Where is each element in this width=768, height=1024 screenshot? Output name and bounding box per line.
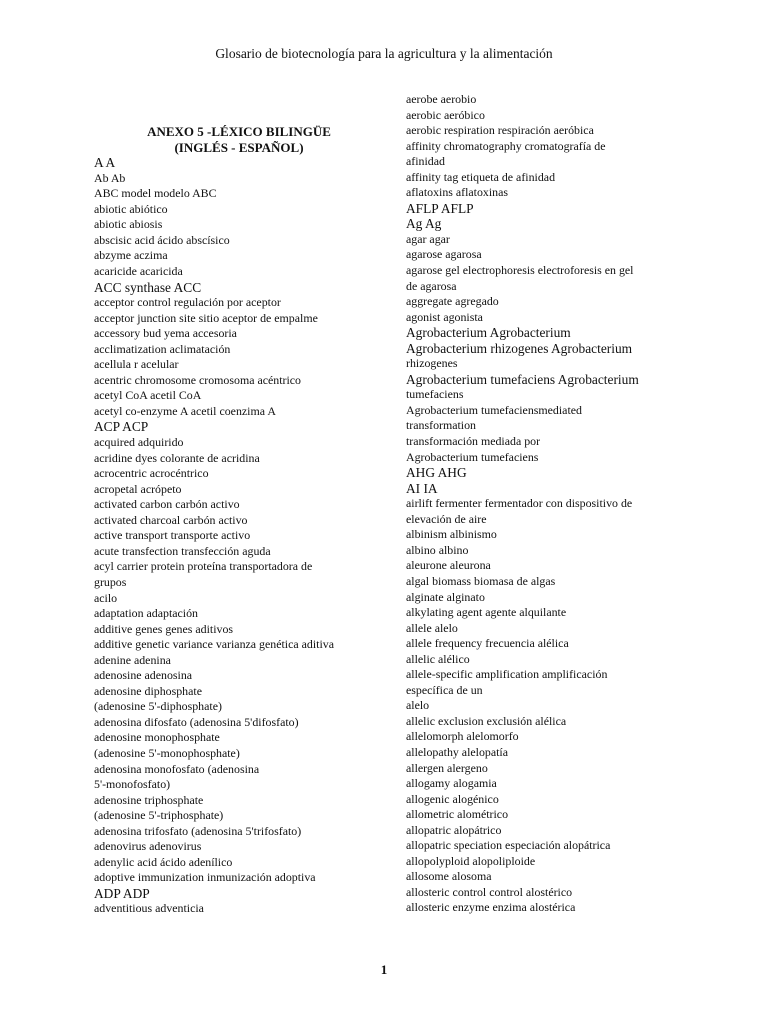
glossary-line: afinidad [406,154,445,169]
glossary-line: A A [94,155,116,171]
glossary-line: allosteric enzyme enzima alostérica [406,900,576,915]
glossary-line: ACC synthase ACC [94,279,202,295]
glossary-line: transformación mediada por [406,434,541,449]
glossary-line: albino albino [406,542,469,557]
glossary-line: allopatric speciation especiación alopátrica [406,838,611,853]
glossary-line: AI IA [406,480,438,496]
right-term-list [406,92,668,916]
glossary-line: de agarosa [406,278,457,293]
glossary-line: adenosina difosfato (adenosina 5'difosfato) [94,714,299,729]
glossary-line: Agrobacterium tumefaciensmediated [406,402,582,417]
glossary-line: allelic alélico [406,651,470,666]
annex-heading [94,124,384,155]
glossary-line: activated charcoal carbón activo [94,512,248,527]
page-number: 1 [380,962,388,977]
glossary-line: allele alelo [406,620,458,635]
glossary-line: Ag Ag [406,216,442,232]
glossary-line: allometric alométrico [406,807,509,822]
glossary-line: aerobic aeróbico [406,107,485,122]
glossary-line: allelic exclusion exclusión alélica [406,713,567,728]
glossary-line: transformation [406,418,477,433]
glossary-line: abiotic abiosis [94,217,163,232]
glossary-line: adenovirus adenovirus [94,839,202,854]
glossary-line: adenylic acid ácido adenílico [94,854,233,869]
glossary-line: agarose agarosa [406,247,482,262]
glossary-line: AHG AHG [406,465,467,481]
glossary-line: active transport transporte activo [94,528,251,543]
glossary-line: Agrobacterium Agrobacterium [406,325,571,341]
glossary-line: alkylating agent agente alquilante [406,605,567,620]
glossary-line: abscisic acid ácido abscísico [94,232,230,247]
glossary-line: acquired adquirido [94,435,184,450]
left-column [94,92,384,917]
glossary-line: alelo [406,698,430,713]
left-term-list [94,155,384,917]
heading-title: ANEXO 5 -LÉXICO BILINGÜE [147,124,331,139]
glossary-line: Agrobacterium tumefaciens Agrobacterium [406,371,639,387]
glossary-line: acrocentric acrocéntrico [94,466,209,481]
glossary-line: adenosina monofosfato (adenosina [94,761,260,776]
glossary-line: adenine adenina [94,652,171,667]
glossary-line: agonist agonista [406,309,483,324]
glossary-line: allopolyploid alopoliploide [406,853,536,868]
glossary-line: acceptor junction site sitio aceptor de empalme [94,310,318,325]
glossary-line: activated carbon carbón activo [94,497,240,512]
glossary-line: acyl carrier protein proteína transportadora de [94,559,313,574]
glossary-line: allopatric alopátrico [406,822,502,837]
glossary-line: acridine dyes colorante de acridina [94,450,260,465]
glossary-line: ADP ADP [94,885,150,901]
glossary-line: allelomorph alelomorfo [406,729,519,744]
glossary-line: adoptive immunization inmunización adoptiva [94,870,316,885]
glossary-line: agarose gel electrophoresis electroforesis en gel [406,263,634,278]
glossary-line: allele-specific amplification amplificación [406,667,608,682]
glossary-line: airlift fermenter fermentador con dispositivo de [406,496,633,511]
glossary-line: affinity tag etiqueta de afinidad [406,169,556,184]
glossary-line: adenosine triphosphate [94,792,204,807]
glossary-line: abiotic abiótico [94,201,168,216]
glossary-line: allele frequency frecuencia alélica [406,636,569,651]
glossary-line: allergen alergeno [406,760,488,775]
glossary-line: aerobe aerobio [406,92,477,106]
glossary-line: agar agar [406,231,450,246]
glossary-line: aerobic respiration respiración aeróbica [406,123,594,138]
glossary-line: affinity chromatography cromatografía de [406,138,606,153]
glossary-line: (adenosine 5'-triphosphate) [94,808,224,823]
glossary-line: grupos [94,574,127,589]
glossary-line: acclimatization aclimatación [94,341,231,356]
glossary-line: acaricide acaricida [94,264,183,279]
glossary-line: allogamy alogamia [406,776,497,791]
glossary-line: rhizogenes [406,356,458,371]
glossary-line: (adenosine 5'-monophosphate) [94,745,240,760]
glossary-line: allelopathy alelopatía [406,744,509,759]
glossary-line: adenosine adenosina [94,668,193,683]
right-column [406,92,668,916]
glossary-line: allosome alosoma [406,869,492,884]
glossary-line: alginate alginato [406,589,485,604]
glossary-line: elevación de aire [406,511,487,526]
page-header: Glosario de biotecnología para la agricultura y la alimentación [215,46,553,61]
glossary-line: aleurone aleurona [406,558,491,573]
glossary-line: additive genes genes aditivos [94,621,234,636]
glossary-line: abzyme aczima [94,248,168,263]
glossary-line: allosteric control control alostérico [406,884,573,899]
glossary-line: (adenosine 5'-diphosphate) [94,699,222,714]
glossary-line: adenosine monophosphate [94,730,220,745]
glossary-line: adenosine diphosphate [94,683,202,698]
glossary-line: acute transfection transfección aguda [94,543,271,558]
glossary-line: adaptation adaptación [94,606,198,621]
glossary-line: acropetal acrópeto [94,481,182,496]
glossary-line: Ab Ab [94,170,126,185]
heading-subtitle: (INGLÉS - ESPAÑOL) [174,139,304,155]
glossary-line: acceptor control regulación por aceptor [94,295,281,310]
glossary-line: accessory bud yema accesoria [94,326,237,341]
glossary-line: ABC model modelo ABC [94,186,217,201]
glossary-line: acellula r acelular [94,357,179,372]
glossary-line: específica de un [406,682,483,697]
glossary-line: acetyl CoA acetil CoA [94,388,202,403]
glossary-line: Agrobacterium tumefaciens [406,449,539,464]
glossary-line: acilo [94,590,118,605]
glossary-line: additive genetic variance varianza genética aditiva [94,637,334,652]
glossary-line: acentric chromosome cromosoma acéntrico [94,372,302,387]
glossary-line: tumefaciens [406,387,464,402]
glossary-line: albinism albinismo [406,527,497,542]
glossary-line: adventitious adventicia [94,901,204,916]
glossary-line: acetyl co-enzyme A acetil coenzima A [94,403,276,418]
glossary-line: 5'-monofosfato) [94,777,171,792]
glossary-line: AFLP AFLP [406,200,474,216]
glossary-line: Agrobacterium rhizogenes Agrobacterium [406,340,633,356]
glossary-line: adenosina trifosfato (adenosina 5'trifosfato) [94,823,302,838]
glossary-line: aggregate agregado [406,294,499,309]
glossary-line: aflatoxins aflatoxinas [406,185,509,200]
glossary-line: ACP ACP [94,419,149,435]
glossary-line: algal biomass biomasa de algas [406,573,556,588]
glossary-line: allogenic alogénico [406,791,499,806]
